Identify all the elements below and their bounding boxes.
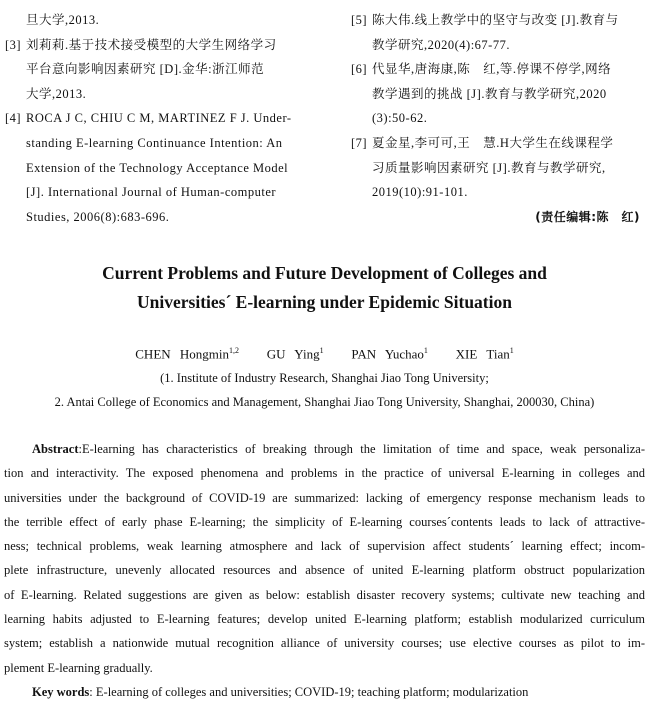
keywords-label: Key words — [32, 685, 90, 699]
author-name: CHEN Hongmin — [135, 346, 230, 362]
keywords — [32, 681, 528, 703]
abstract-line: of E-learning. Related suggestions are given as below: establish disaster recovery systems; cultivate new teaching and — [4, 587, 645, 602]
reference-line: 平台意向影响因素研究 [D].金华:浙江师范 — [26, 62, 265, 77]
reference-number: [5] — [351, 13, 368, 27]
references-left-column — [5, 8, 305, 229]
reference-item — [351, 131, 646, 205]
paper-title — [0, 259, 649, 317]
editor-note: (责任编辑:陈 红) — [535, 209, 640, 224]
reference-line: Studies, 2006(8):683-696. — [26, 209, 170, 224]
author-name: GU Ying — [266, 346, 320, 362]
reference-line: 2019(10):91-101. — [372, 185, 468, 200]
keywords-text: : E-learning of colleges and universities; COVID-19; teaching platform; modularization — [89, 685, 529, 699]
affiliation-2: 2. Antai College of Economics and Management, Shanghai Jiao Tong University, Shanghai, 200030, China) — [54, 395, 595, 409]
title-line-1: Current Problems and Future Development of Colleges and — [102, 263, 547, 283]
reference-line: ROCA J C, CHIU C M, MARTINEZ F J. Under- — [26, 111, 292, 126]
reference-item — [5, 106, 305, 229]
author-name: PAN Yuchao — [351, 346, 424, 362]
reference-line: 刘莉莉.基于技术接受模型的大学生网络学习 — [26, 37, 277, 52]
abstract-line: plement E-learning gradually. — [4, 660, 153, 675]
abstract-line — [4, 437, 645, 461]
author-list — [0, 341, 649, 364]
abstract-text: :E-learning has characteristics of breaking through the limitation of time and space, weak personaliza- — [78, 442, 645, 456]
reference-item — [351, 8, 646, 57]
affiliation-1: (1. Institute of Industry Research, Shanghai Jiao Tong University; — [160, 371, 489, 385]
reference-line: 教学研究,2020(4):67-77. — [372, 37, 510, 52]
reference-line: 夏金星,李可可,王 慧.H大学生在线课程学 — [372, 135, 614, 150]
reference-item — [351, 57, 646, 131]
author-affiliation-mark: 1 — [423, 346, 428, 355]
abstract-line: learning habits adjusted to E-learning features; develop united E-learning platform; establish modularized curriculum — [4, 612, 645, 627]
reference-line: 代显华,唐海康,陈 红,等.停课不停学,网络 — [372, 62, 612, 77]
abstract-line: system; establish a nationwide mutual recognition alliance of university courses; use elective courses as pilot to im- — [4, 636, 645, 651]
author-affiliation-mark: 1 — [319, 346, 324, 355]
abstract-line: ness; technical problems, weak learning atmosphere and lack of supervision affect students´ learning effect; incom- — [4, 539, 645, 554]
abstract-line: universities under the background of COVID-19 are summarized: lacking of emergency response mechanism leads to — [4, 490, 645, 505]
reference-line: (3):50-62. — [372, 111, 428, 126]
abstract-label: Abstract — [32, 442, 79, 456]
reference-number: [7] — [351, 135, 368, 150]
abstract-line: plete infrastructure, unevenly allocated resources and absence of united E-learning platform obstruct popularization — [4, 563, 645, 578]
reference-number: [6] — [351, 62, 368, 77]
author-affiliation-mark: 1 — [509, 346, 514, 355]
reference-line: [J]. International Journal of Human-computer — [26, 185, 277, 200]
reference-line: 陈大伟.线上教学中的坚守与改变 [J].教育与 — [372, 13, 619, 27]
reference-line: 习质量影响因素研究 [J].教育与教学研究, — [372, 160, 606, 175]
author-name: XIE Tian — [455, 346, 510, 362]
reference-line: 大学,2013. — [26, 86, 87, 101]
reference-number: [4] — [5, 111, 22, 126]
reference-line: standing E-learning Continuance Intention: An — [26, 135, 283, 150]
reference-number: [3] — [5, 37, 22, 52]
title-line-2: Universities´ E-learning under Epidemic Situation — [137, 292, 512, 312]
reference-line: Extension of the Technology Acceptance Model — [26, 160, 289, 175]
author-affiliation-mark: 1,2 — [229, 346, 240, 355]
reference-item — [5, 8, 305, 33]
abstract-line: the terrible effect of early phase E-learning; the simplicity of E-learning courses´contents leads to lack of attractive- — [4, 514, 645, 529]
abstract-line: tion and interactivity. The exposed phenomena and problems in the practice of universal E-learning in colleges and — [4, 466, 645, 481]
reference-item — [5, 33, 305, 107]
reference-line: 教学遇到的挑战 [J].教育与教学研究,2020 — [372, 86, 607, 101]
reference-line: 旦大学,2013. — [26, 13, 100, 27]
abstract — [4, 437, 645, 680]
references-right-column — [351, 8, 646, 229]
